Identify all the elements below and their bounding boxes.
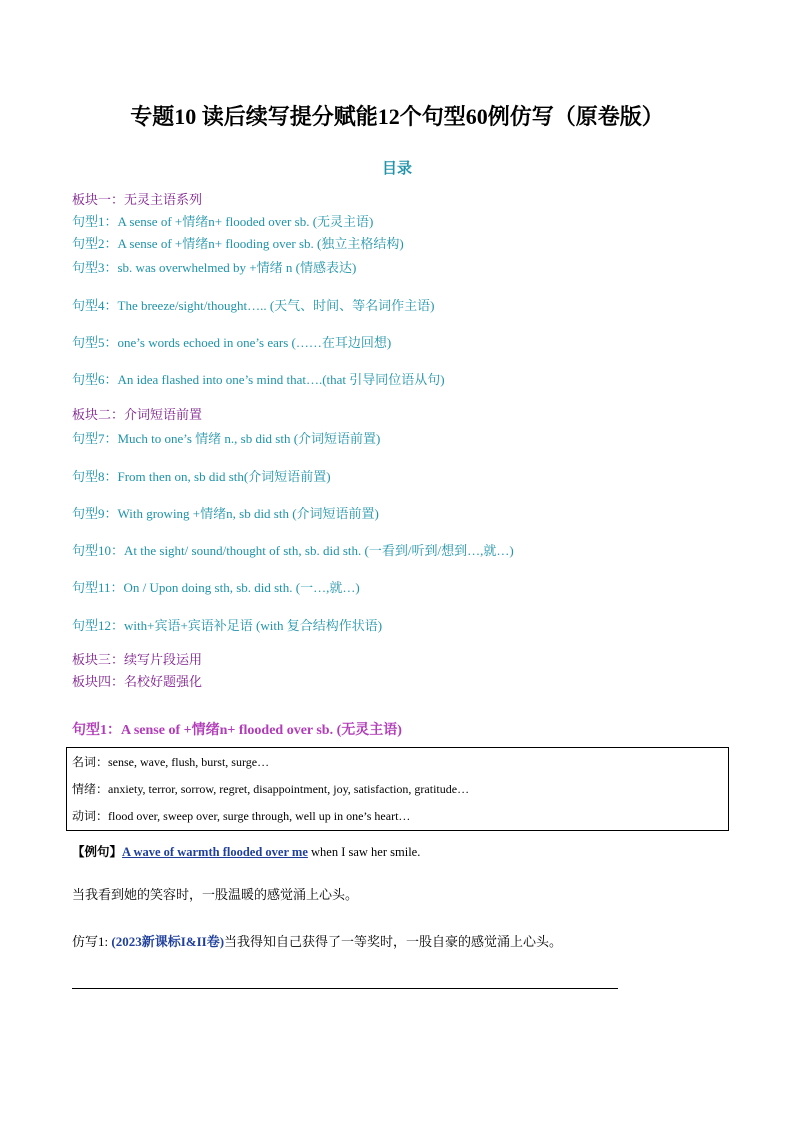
toc-item-2: 句型2：A sense of +情绪n+ flooding over sb. (独立主格结构) (72, 236, 404, 251)
exercise-source: (2023新课标I&II卷) (111, 934, 225, 949)
vocab-verbs: 动词：flood over, sweep over, surge through, well up in one’s heart… (72, 809, 411, 823)
toc-item-3: 句型3：sb. was overwhelmed by +情绪 n (情感表达) (72, 260, 357, 275)
exercise-label: 仿写1: (72, 934, 112, 949)
vocab-emotions: 情绪：anxiety, terror, sorrow, regret, disappointment, joy, satisfaction, gratitude… (72, 782, 470, 796)
document-title: 专题10 读后续写提分赋能12个句型60例仿写（原卷版） (130, 104, 664, 129)
toc-item-8: 句型8：From then on, sb did sth(介词短语前置) (72, 469, 331, 484)
toc-item-10: 句型10：At the sight/ sound/thought of sth, sb. did sth. (一看到/听到/想到…,就…) (72, 543, 514, 558)
example-rest: when I saw her smile. (307, 845, 421, 859)
answer-line[interactable] (72, 988, 618, 989)
toc-section-2: 板块二：介词短语前置 (72, 407, 203, 422)
toc-item-7: 句型7：Much to one’s 情绪 n., sb did sth (介词短语前置) (72, 431, 381, 446)
toc-heading: 目录 (381, 161, 412, 177)
example-translation: 当我看到她的笑容时，一股温暖的感觉涌上心头。 (72, 887, 359, 902)
toc-item-1: 句型1：A sense of +情绪n+ flooded over sb. (无灵主语) (72, 214, 374, 229)
toc-item-11: 句型11：On / Upon doing sth, sb. did sth. (一…,就…) (72, 580, 360, 595)
toc-item-5: 句型5：one’s words echoed in one’s ears (……在耳边回想) (72, 335, 392, 350)
example-sentence (72, 842, 420, 860)
pattern1-heading: 句型1：A sense of +情绪n+ flooded over sb. (无灵主语) (72, 723, 402, 738)
toc-section-1: 板块一：无灵主语系列 (72, 192, 203, 207)
toc-section-3: 板块三：续写片段运用 (72, 652, 203, 667)
example-label: 【例句】 (72, 845, 123, 859)
toc-item-4: 句型4：The breeze/sight/thought….. (天气、时间、等名词作主语) (72, 298, 435, 313)
toc-item-9: 句型9：With growing +情绪n, sb did sth (介词短语前置) (72, 506, 379, 521)
vocab-nouns: 名词：sense, wave, flush, burst, surge… (72, 755, 270, 769)
toc-item-6: 句型6：An idea flashed into one’s mind that….(that 引导同位语从句) (72, 372, 445, 387)
exercise-1 (72, 931, 562, 950)
exercise-text: 当我得知自己获得了一等奖时，一股自豪的感觉涌上心头。 (224, 934, 563, 949)
toc-section-4: 板块四：名校好题强化 (72, 674, 203, 689)
toc-item-12: 句型12：with+宾语+宾语补足语 (with 复合结构作状语) (72, 618, 383, 633)
example-phrase: A wave of warmth flooded over me (122, 845, 308, 859)
